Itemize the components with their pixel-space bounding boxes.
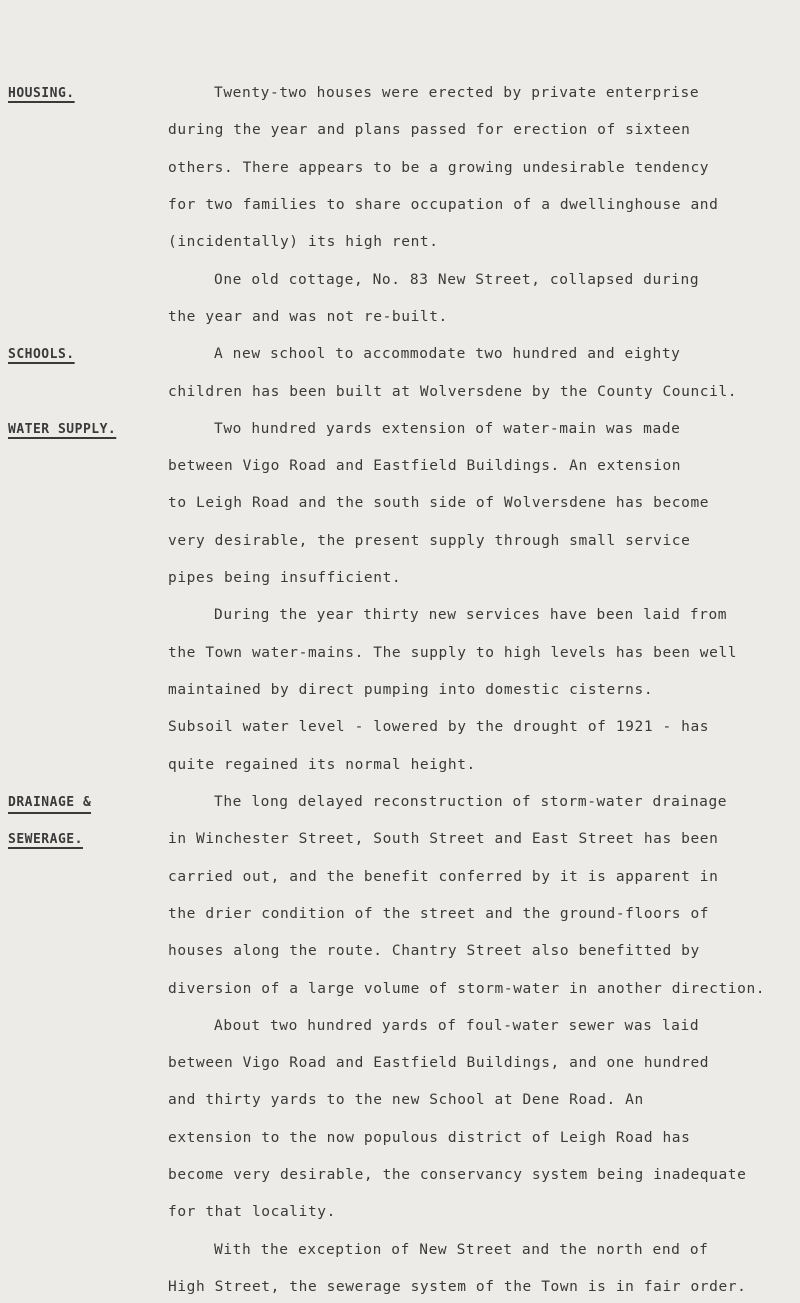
heading-schools: SCHOOLS.: [8, 347, 75, 362]
body-line: maintained by direct pumping into domestic cisterns.: [168, 682, 654, 698]
body-line: and thirty yards to the new School at Dene Road. An: [168, 1092, 644, 1108]
heading-drainage: DRAINAGE &: [8, 795, 91, 814]
body-line: With the exception of New Street and the north end of: [214, 1242, 709, 1258]
body-line: during the year and plans passed for erection of sixteen: [168, 122, 691, 138]
body-line: One old cottage, No. 83 New Street, collapsed during: [214, 272, 700, 288]
heading-housing: HOUSING.: [8, 86, 75, 101]
body-line: A new school to accommodate two hundred and eighty: [214, 346, 681, 362]
body-line: between Vigo Road and Eastfield Buildings. An extension: [168, 458, 682, 474]
body-line: become very desirable, the conservancy system being inadequate: [168, 1167, 747, 1183]
body-line: very desirable, the present supply through small service: [168, 533, 691, 549]
body-line: to Leigh Road and the south side of Wolversdene has become: [168, 495, 710, 511]
body-line: (incidentally) its high rent.: [168, 234, 439, 250]
body-line: others. There appears to be a growing undesirable tendency: [168, 160, 710, 176]
heading-sewerage: SEWERAGE.: [8, 832, 83, 847]
body-line: for that locality.: [168, 1204, 336, 1220]
body-line: children has been built at Wolversdene by the County Council.: [168, 384, 738, 400]
body-line: extension to the now populous district of Leigh Road has: [168, 1130, 691, 1146]
body-line: Twenty-two houses were erected by private enterprise: [214, 85, 700, 101]
body-line: Two hundred yards extension of water-main was made: [214, 421, 681, 437]
body-line: High Street, the sewerage system of the Town is in fair order.: [168, 1279, 747, 1295]
body-line: for two families to share occupation of a dwellinghouse and: [168, 197, 719, 213]
body-line: About two hundred yards of foul-water sewer was laid: [214, 1018, 700, 1034]
body-line: The long delayed reconstruction of storm-water drainage: [214, 794, 728, 810]
body-line: the Town water-mains. The supply to high levels has been well: [168, 645, 738, 661]
body-line: the drier condition of the street and the ground-floors of: [168, 906, 710, 922]
body-line: in Winchester Street, South Street and East Street has been: [168, 831, 719, 847]
body-line: Subsoil water level - lowered by the drought of 1921 - has: [168, 719, 710, 735]
heading-water-supply: WATER SUPPLY.: [8, 422, 117, 437]
body-line: quite regained its normal height.: [168, 757, 476, 773]
body-line: the year and was not re-built.: [168, 309, 448, 325]
body-line: carried out, and the benefit conferred by it is apparent in: [168, 869, 719, 885]
body-line: houses along the route. Chantry Street also benefitted by: [168, 943, 700, 959]
body-line: During the year thirty new services have been laid from: [214, 607, 728, 623]
body-line: diversion of a large volume of storm-water in another direction.: [168, 981, 766, 997]
body-line: pipes being insufficient.: [168, 570, 402, 586]
body-line: between Vigo Road and Eastfield Buildings, and one hundred: [168, 1055, 710, 1071]
